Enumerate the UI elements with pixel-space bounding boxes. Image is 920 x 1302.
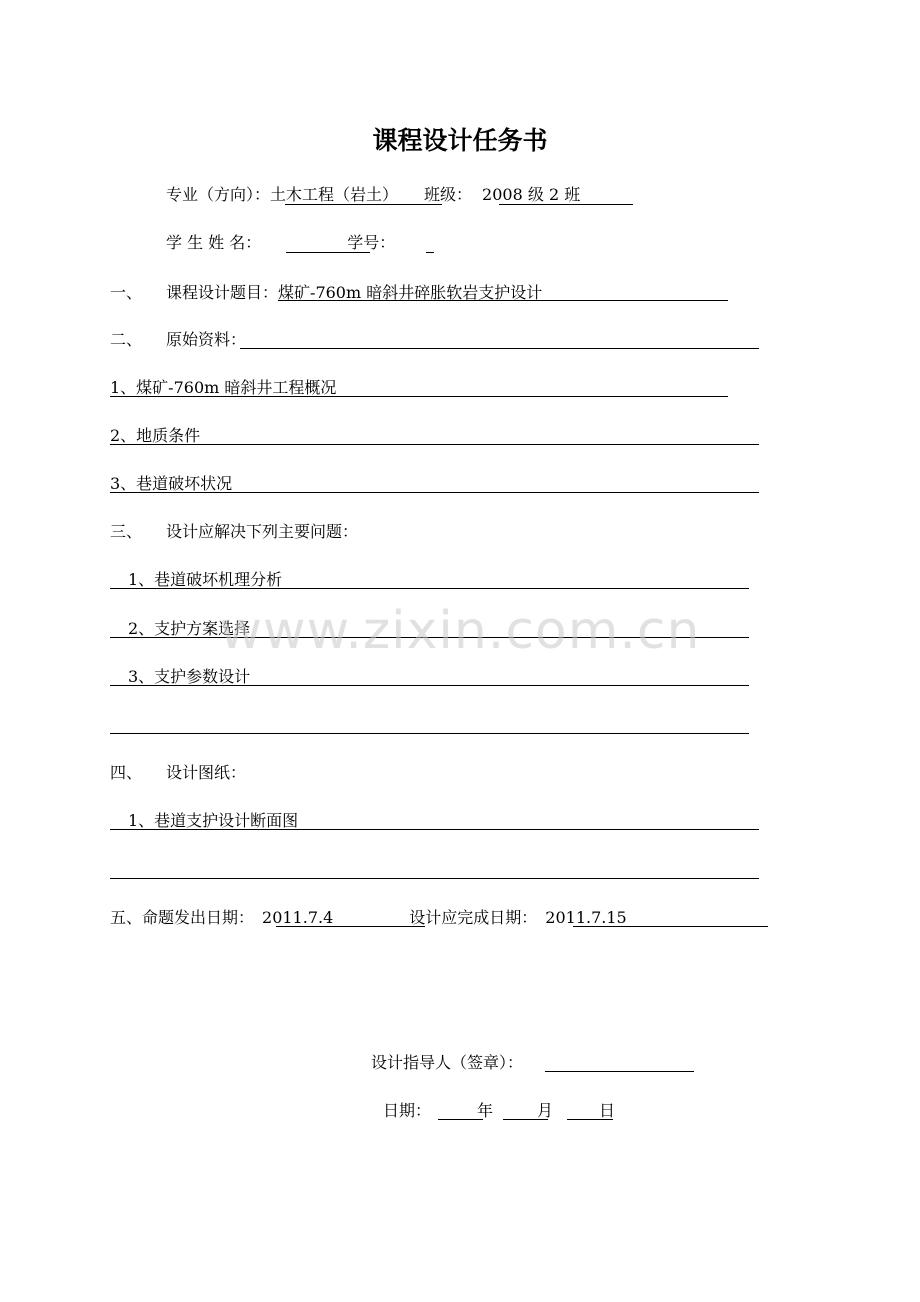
date-year: 年 [477, 1101, 494, 1120]
date-day: 日 [599, 1101, 616, 1120]
issue-date-underline [276, 926, 425, 927]
section1-label: 课程设计题目： [166, 283, 279, 302]
section3-line [110, 522, 358, 542]
section2-item-1-underline [110, 396, 728, 397]
due-date-underline [573, 926, 768, 927]
name-id-line [166, 233, 395, 253]
due-date-value: 2011.7.15 [545, 908, 627, 927]
issue-date-label: 五、命题发出日期： [110, 908, 255, 927]
section2-item-1: 1、煤矿-760m 暗斜井工程概况 [110, 378, 337, 397]
section2-item-2-underline [110, 444, 759, 445]
name-label: 学 生 姓 名： [166, 233, 262, 252]
section3-item-1: 1、巷道破坏机理分析 [128, 570, 283, 589]
class-underline [499, 204, 633, 205]
section2-item-3-underline [110, 492, 759, 493]
date-month: 月 [537, 1101, 554, 1120]
section3-item-2: 2、支护方案选择 [128, 619, 251, 638]
section1-number: 一、 [110, 283, 143, 302]
section2-item-3: 3、巷道破坏状况 [110, 474, 233, 493]
watermark: www.zixin.com.cn [219, 601, 701, 661]
date-label: 日期： [383, 1101, 432, 1120]
section4-label: 设计图纸： [166, 763, 247, 782]
section3-item-2-underline [110, 637, 749, 638]
signature-date-line [383, 1101, 615, 1121]
student-id-underline [426, 252, 434, 253]
class-value: 2008 级 2 班 [482, 185, 581, 204]
page-title: 课程设计任务书 [372, 126, 548, 155]
due-date-label: 设计应完成日期： [409, 908, 538, 927]
major-class-line [166, 185, 580, 205]
section5-line [110, 908, 627, 928]
issue-date-value: 2011.7.4 [262, 908, 334, 927]
section4-number: 四、 [110, 763, 143, 782]
year-underline [438, 1119, 483, 1120]
section2-line [110, 330, 246, 350]
section3-item-3-underline [110, 685, 749, 686]
major-value: 土木工程（岩土） [270, 185, 399, 204]
section3-blank-underline [110, 733, 749, 734]
section4-line [110, 763, 246, 783]
name-field-underline [286, 252, 370, 253]
section2-number: 二、 [110, 330, 143, 349]
section4-blank-underline [110, 878, 759, 879]
section3-number: 三、 [110, 522, 143, 541]
section4-item-1-underline [110, 829, 759, 830]
section3-item-1-underline [110, 588, 749, 589]
section2-label: 原始资料： [166, 330, 247, 349]
section1-underline [278, 300, 728, 301]
day-underline [567, 1119, 613, 1120]
class-label: 班级： [424, 185, 473, 204]
advisor-signature-underline [545, 1071, 694, 1072]
section2-underline [240, 348, 759, 349]
major-underline [285, 204, 442, 205]
month-underline [503, 1119, 548, 1120]
section2-item-2: 2、地质条件 [110, 426, 201, 445]
major-label: 专业（方向）： [166, 185, 271, 204]
student-id-label: 学号： [347, 233, 396, 252]
section1-value: 煤矿-760m 暗斜井碎胀软岩支护设计 [278, 283, 543, 302]
advisor-signature-label: 设计指导人（签章）： [371, 1053, 524, 1072]
section4-item-1: 1、巷道支护设计断面图 [128, 811, 299, 830]
section3-item-3: 3、支护参数设计 [128, 667, 251, 686]
section3-label: 设计应解决下列主要问题： [166, 522, 359, 541]
